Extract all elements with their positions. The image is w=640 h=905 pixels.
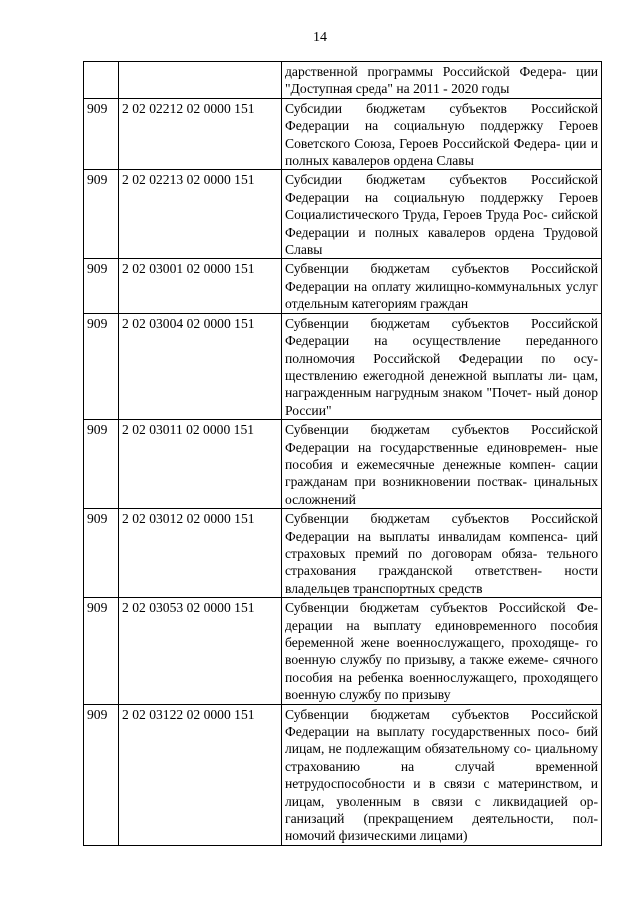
- income-description-cell: [282, 62, 602, 99]
- description-line: циальному страхованию на случай временной: [285, 741, 598, 774]
- description-line: ции "Доступная среда" на 2011 - 2020 годы: [285, 64, 598, 97]
- description-line: цам, награжденным нагрудным знаком "Почет-: [285, 367, 598, 401]
- table-row: [84, 170, 602, 259]
- income-description-cell: [282, 598, 602, 704]
- table-row: [84, 62, 602, 99]
- income-description-cell: [282, 704, 602, 845]
- budget-code-cell: [119, 62, 282, 99]
- income-description-cell: [282, 98, 602, 170]
- description-line: Федерации на оплату жилищно-коммунальных: [285, 278, 562, 294]
- admin-code-cell: 909: [84, 509, 119, 598]
- description-line: Субвенции бюджетам субъектов Российской: [285, 422, 598, 438]
- admin-code-cell: 909: [84, 598, 119, 704]
- description-line: услуг отдельным категориям граждан: [285, 278, 598, 312]
- description-line: ществлению ежегодной денежной выплаты ли-: [285, 367, 568, 383]
- admin-code-cell: [84, 62, 119, 99]
- description-line: дерации на выплату единовременного пособия: [285, 617, 598, 633]
- description-line: сячного пособия на ребенка военнослужащего,: [285, 652, 598, 685]
- description-line: Советского Союза, Героев Российской Федера-: [285, 135, 561, 151]
- description-line: Трудовой Славы: [285, 224, 598, 258]
- table-body: [84, 62, 602, 846]
- admin-code-cell: 909: [84, 420, 119, 509]
- description-line: сации гражданам при возникновении поствак-: [285, 456, 598, 490]
- budget-code-cell: 2 02 02213 02 0000 151: [119, 170, 282, 259]
- description-line: Субвенции бюджетам субъектов Российской: [285, 261, 598, 277]
- description-line: ганизаций (прекращением деятельности, пол-: [285, 811, 598, 827]
- description-line: ций страховых премий по договорам обяза-: [285, 528, 598, 561]
- description-line: го военную службу по призыву, а также ежеме-: [285, 635, 598, 668]
- description-line: беременной жене военнослужащего, проходяще-: [285, 635, 579, 650]
- income-description-cell: [282, 259, 602, 313]
- description-line: Федерации на государственные единовремен-: [285, 439, 567, 455]
- budget-code-cell: 2 02 03004 02 0000 151: [119, 313, 282, 419]
- description-line: Федерации на социальную поддержку Героев: [285, 189, 598, 205]
- table-row: [84, 598, 602, 704]
- description-line: цинальных осложнений: [285, 474, 598, 507]
- description-line: ные пособия и ежемесячные денежные компен-: [285, 439, 598, 472]
- description-line: Федерации на социальную поддержку Героев: [285, 118, 598, 134]
- description-line: и лицам, уволенным в связи с ликвидацией ор-: [285, 776, 598, 809]
- description-line: Федерации на выплату государственных посо-: [285, 724, 570, 740]
- budget-classification-table: [83, 61, 602, 846]
- description-line: Субвенции бюджетам субъектов Российской: [285, 511, 598, 527]
- description-line: Субсидии бюджетам субъектов Российской: [285, 100, 598, 116]
- budget-code-cell: 2 02 03001 02 0000 151: [119, 259, 282, 313]
- table-row: [84, 704, 602, 845]
- description-line: номочий физическими лицами): [285, 828, 468, 844]
- budget-code-cell: 2 02 03012 02 0000 151: [119, 509, 282, 598]
- income-description-cell: [282, 509, 602, 598]
- budget-code-cell: 2 02 02212 02 0000 151: [119, 98, 282, 170]
- description-line: дарственной программы Российской Федера-: [285, 64, 567, 79]
- description-line: тельного страхования гражданской ответствен-: [285, 545, 598, 579]
- description-line: Федерации на выплаты инвалидам компенса-: [285, 528, 568, 544]
- description-line: ный донор России": [285, 385, 598, 418]
- income-description-cell: [282, 313, 602, 419]
- table-row: [84, 98, 602, 170]
- table-row: [84, 313, 602, 419]
- description-line: Социалистического Труда, Героев Труда Рос-: [285, 207, 548, 223]
- description-line: нетрудоспособности и в связи с материнством,: [285, 776, 583, 792]
- budget-code-cell: 2 02 03122 02 0000 151: [119, 704, 282, 845]
- admin-code-cell: 909: [84, 313, 119, 419]
- page-number: 14: [313, 30, 327, 45]
- description-line: Субсидии бюджетам субъектов Российской: [285, 172, 598, 188]
- description-line: проходящего военную службу по призыву: [285, 669, 598, 703]
- budget-code-cell: 2 02 03011 02 0000 151: [119, 420, 282, 509]
- description-line: Субвенции бюджетам субъектов Российской: [285, 706, 598, 722]
- description-line: Субвенции бюджетам субъектов Российской: [285, 315, 598, 331]
- admin-code-cell: 909: [84, 704, 119, 845]
- description-line: Субвенции бюджетам субъектов Российской Фе-: [285, 600, 598, 616]
- admin-code-cell: 909: [84, 259, 119, 313]
- table-row: [84, 509, 602, 598]
- description-line: бий лицам, не подлежащим обязательному со-: [285, 724, 598, 757]
- description-line: ции и полных кавалеров ордена Славы: [285, 135, 598, 169]
- income-description-cell: [282, 420, 602, 509]
- description-line: ности владельцев транспортных средств: [285, 563, 598, 596]
- table-row: [84, 259, 602, 313]
- budget-code-cell: 2 02 03053 02 0000 151: [119, 598, 282, 704]
- description-line: полномочия Российской Федерации по осу-: [285, 350, 598, 366]
- description-line: Федерации на осуществление переданного: [285, 333, 598, 349]
- admin-code-cell: 909: [84, 170, 119, 259]
- description-line: сийской Федерации и полных кавалеров ордена: [285, 207, 598, 240]
- table-row: [84, 420, 602, 509]
- income-description-cell: [282, 170, 602, 259]
- admin-code-cell: 909: [84, 98, 119, 170]
